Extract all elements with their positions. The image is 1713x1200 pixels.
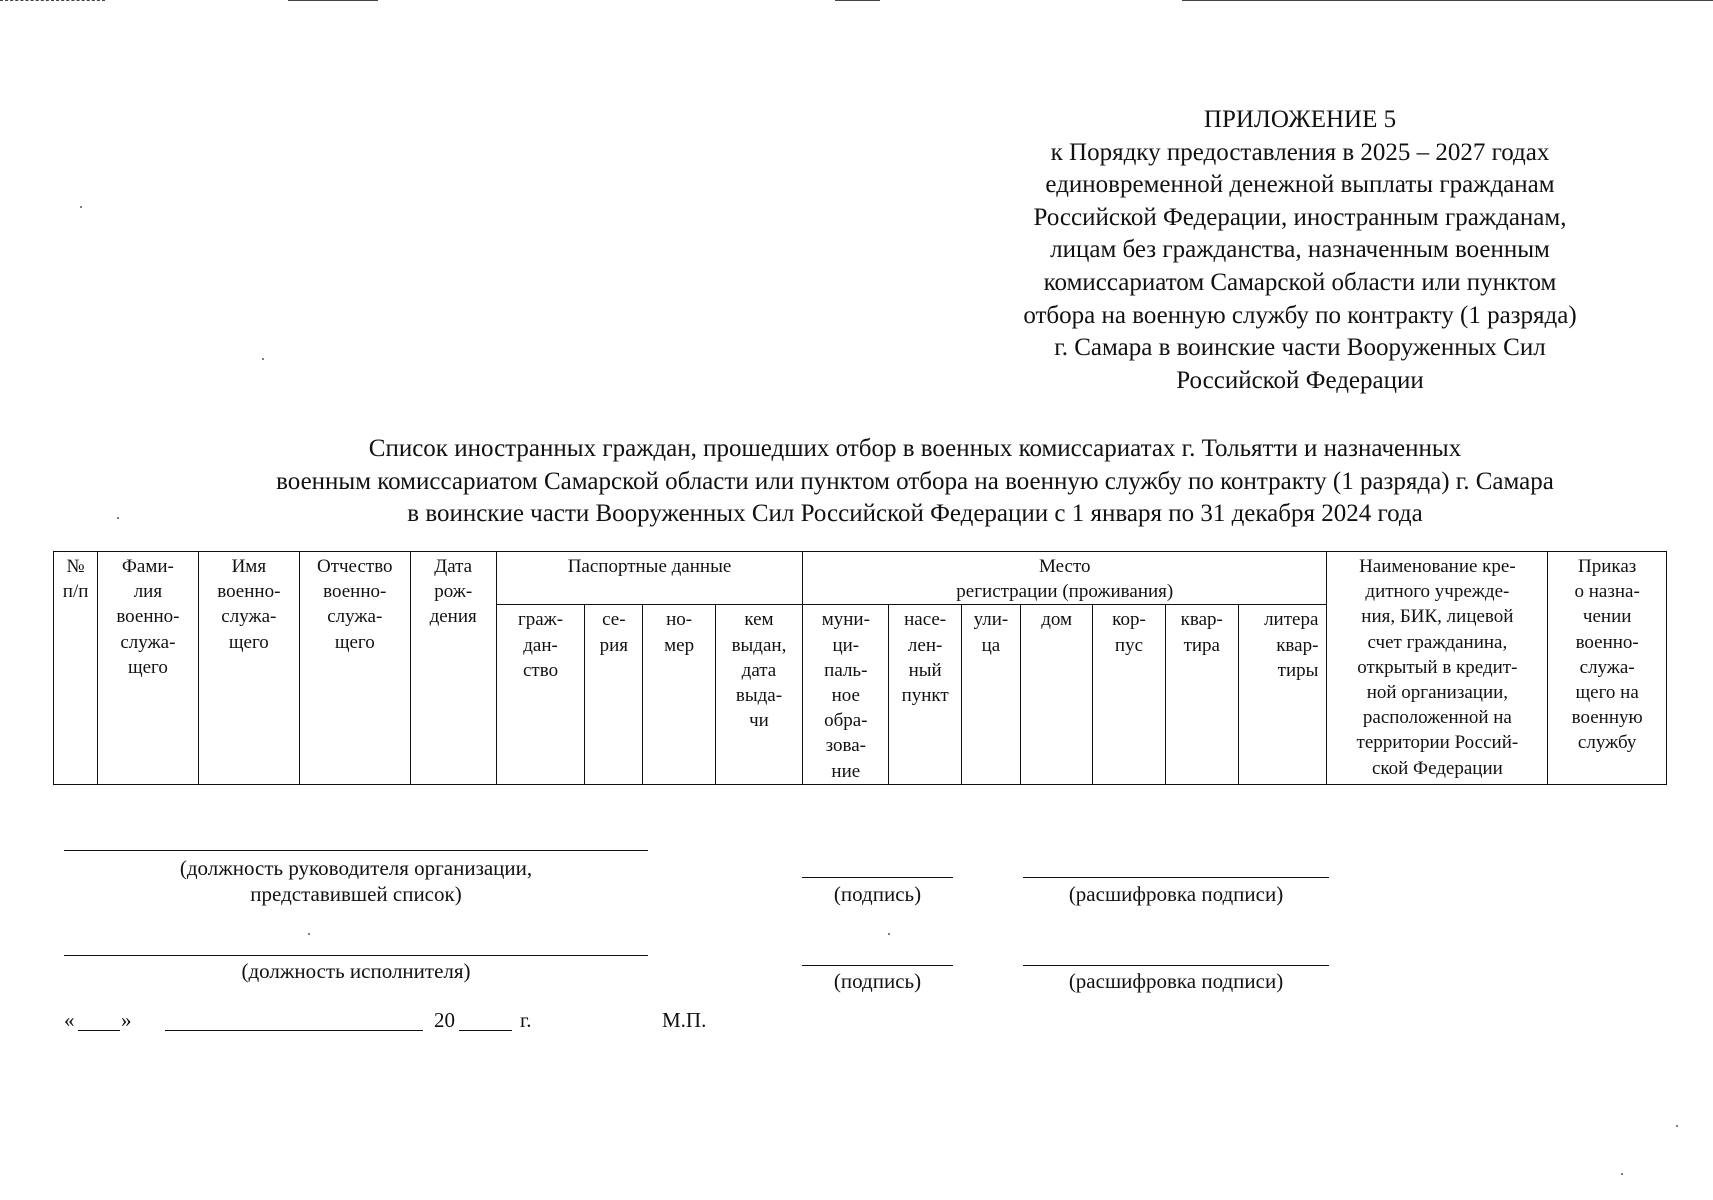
signature-decode-line[interactable]	[1023, 877, 1329, 878]
header-order: Приказ о назна- чении военно- служа- щего на военную службу	[1548, 552, 1667, 785]
date-year-line[interactable]	[459, 1030, 512, 1031]
date-open-quote: «	[64, 1008, 75, 1032]
header-bank-details: Наименование кре- дитного учрежде- ния, БИК, лицевой счет гражданина, открытый в кредит- ной организации, расположенной на территории Россий- ской Федерации	[1327, 552, 1548, 785]
scan-speck	[1676, 1125, 1678, 1127]
executor-position-caption: (должность исполнителя)	[241, 959, 471, 983]
header-issued-by: кем выдан, дата выда- чи	[715, 605, 802, 784]
appendix-line: отбора на военную службу по контракту (1 разряда)	[1023, 301, 1577, 329]
header-building: кор- пус	[1093, 605, 1165, 784]
header-apartment: квар- тира	[1165, 605, 1238, 784]
header-locality: насе- лен- ный пункт	[889, 605, 961, 784]
list-title-line: в воинские части Вооруженных Сил Российской Федерации с 1 января по 31 декабря 2024 года	[407, 500, 1423, 527]
header-name: Имя военно- служа- щего	[198, 552, 299, 785]
scan-edge	[0, 0, 105, 1]
date-day-line[interactable]	[78, 1030, 120, 1031]
date-year-prefix: 20	[434, 1008, 455, 1032]
date-year-suffix: г.	[520, 1008, 532, 1032]
header-birthdate: Дата рож- дения	[410, 552, 496, 785]
scan-speck	[888, 933, 890, 935]
scan-speck	[1621, 1173, 1623, 1175]
header-number: но- мер	[643, 605, 715, 784]
appendix-header	[960, 104, 1640, 397]
scan-speck	[308, 933, 310, 935]
appendix-line: комиссариатом Самарской области или пунктом	[1043, 268, 1557, 296]
list-title-line: военным комиссариатом Самарской области или пунктом отбора на военную службу по контракту (1 разряда) г. Самара	[276, 467, 1554, 495]
signature-caption: (подпись)	[833, 969, 922, 993]
signature-line[interactable]	[802, 965, 953, 966]
signature-decode-caption: (расшифровка подписи)	[1068, 882, 1284, 906]
signature-caption: (подпись)	[833, 882, 922, 906]
date-month-line[interactable]	[165, 1030, 423, 1031]
header-num: № п/п	[54, 552, 98, 785]
signature-line[interactable]	[802, 877, 953, 878]
header-patronymic: Отчество военно- служа- щего	[300, 552, 410, 785]
appendix-line: к Порядку предоставления в 2025 – 2027 годах	[1050, 138, 1550, 166]
appendix-line: Российской Федерации, иностранным гражданам,	[1033, 203, 1567, 231]
appendix-line: Российской Федерации	[1176, 366, 1424, 394]
header-series: се- рия	[585, 605, 643, 784]
list-title-line: Список иностранных граждан, прошедших отбор в военных комиссариатах г. Тольятти и назначенных	[368, 435, 1462, 462]
list-title	[150, 433, 1680, 531]
scan-edge	[1182, 0, 1713, 1]
appendix-line: лицам без гражданства, назначенным военным	[1050, 236, 1550, 264]
scan-edge	[835, 0, 880, 1]
scan-edge	[288, 0, 378, 1]
header-citizenship: граж- дан- ство	[496, 605, 584, 784]
scan-speck	[262, 358, 264, 360]
foreign-citizens-table	[53, 551, 1667, 785]
signature-decode-caption: (расшифровка подписи)	[1068, 969, 1284, 993]
scan-speck	[117, 517, 119, 519]
date-close-quote: »	[121, 1008, 132, 1032]
header-passport-group: Паспортные данные	[496, 552, 802, 605]
header-house: дом	[1021, 605, 1093, 784]
header-street: ули- ца	[961, 605, 1020, 784]
signature-decode-line[interactable]	[1023, 965, 1329, 966]
appendix-line: г. Самара в воинские части Вооруженных Сил	[1054, 334, 1546, 362]
header-apartment-letter: литера квар- тиры	[1238, 605, 1326, 784]
appendix-title: ПРИЛОЖЕНИЕ 5	[1203, 106, 1397, 133]
head-position-line[interactable]	[64, 850, 648, 851]
scan-speck	[80, 206, 82, 208]
header-surname: Фами- лия военно- служа- щего	[98, 552, 198, 785]
head-position-caption: (должность руководителя организации, представившей список)	[179, 856, 533, 906]
stamp-place-label: М.П.	[662, 1008, 707, 1032]
header-municipality: муни- ци- паль- ное обра- зова- ние	[803, 605, 889, 784]
header-address-group: Место регистрации (проживания)	[803, 552, 1327, 605]
appendix-line: единовременной денежной выплаты гражданам	[1045, 171, 1555, 199]
executor-position-line[interactable]	[64, 955, 648, 956]
